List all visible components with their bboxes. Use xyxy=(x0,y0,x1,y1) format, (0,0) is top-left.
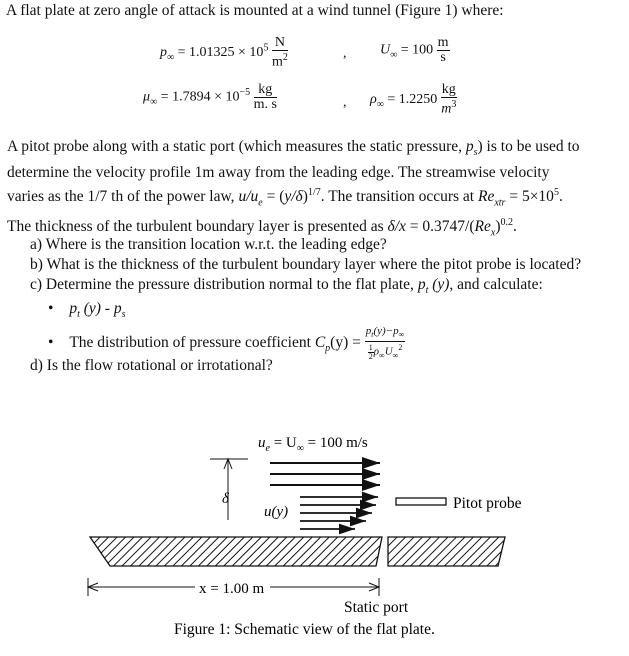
given-u-inf: $U_\infty = 100$ $\frac{m}{s}$ xyxy=(380,35,449,65)
flat-plate-right xyxy=(388,537,505,566)
question-c: c) Determine the pressure distribution normal to the flat plate, $p_t$ (y), and calculate: xyxy=(30,276,543,297)
para-line-4: The thickness of the turbulent boundary layer is presented as $\delta/x = 0.3747/(Re_x)^{0.2}$. xyxy=(7,217,517,239)
bullet-2-mark: • xyxy=(48,334,54,352)
comma-2: , xyxy=(343,95,347,110)
free-stream-arrows xyxy=(270,463,380,485)
x-dimension-label: x = 1.00 m xyxy=(199,581,265,597)
intro-text: A flat plate at zero angle of attack is mounted at a wind tunnel (Figure 1) where: xyxy=(6,2,504,19)
para-line-1: A pitot probe along with a static port (which measures the static pressure, $p_s$) is to be used to xyxy=(7,138,580,159)
static-port-label: Static port xyxy=(344,599,409,616)
flat-plate-left xyxy=(90,537,382,566)
pitot-probe-shape xyxy=(396,498,446,505)
question-d: d) Is the flow rotational or irrotational? xyxy=(30,357,273,374)
delta-label: δ xyxy=(222,491,229,507)
pitot-probe-label: Pitot probe xyxy=(453,495,522,512)
question-b: b) What is the thickness of the turbulent boundary layer where the pitot probe is located? xyxy=(30,256,582,273)
given-p-inf: $p_\infty = 1.01325 \times 10^5$ $\frac{N}{m^2}$ xyxy=(160,35,288,70)
bullet-1: • $p_t$ $(y) - p_s$ xyxy=(48,300,126,321)
boundary-layer-profile-arrows xyxy=(300,497,378,529)
question-a: a) Where is the transition location w.r.t. the leading edge? xyxy=(30,236,387,253)
comma-1: , xyxy=(343,46,347,61)
free-stream-label: $u_e = U_\infty = 100$ m/s xyxy=(258,435,368,454)
u-profile-label: u(y) xyxy=(264,504,289,520)
delta-dimension xyxy=(210,459,248,520)
para-line-3: varies as the 1/7 th of the power law, $u/u_e = (y/\delta)^{1/7}$. The transition occurs at $Re_{xtr} = 5\times 10^5$. xyxy=(7,187,563,209)
bullet-1-mark: • xyxy=(48,300,54,317)
figure-caption: Figure 1: Schematic view of the flat plate. xyxy=(174,621,435,638)
given-mu-inf: $\mu_\infty = 1.7894 \times 10^{-5}$ $\frac{kg}{m. s}$ xyxy=(143,82,277,112)
para-line-2: determine the velocity profile 1m away from the leading edge. The streamwise velocity xyxy=(7,164,550,182)
given-rho-inf: $\rho_\infty = 1.2250$ $\frac{kg}{m^3}$ xyxy=(370,82,457,117)
cp-fraction: $p_t(y)-p_\infty$ $\frac{1}{2}$ $\rho_\infty U_\infty^2$ xyxy=(365,325,405,361)
bullet-2: • The distribution of pressure coefficient $C_p(y)$ = $p_t(y)-p_\infty$ $\frac{1}{2}$ $\rho_\infty U_\infty^2$ xyxy=(48,325,405,361)
